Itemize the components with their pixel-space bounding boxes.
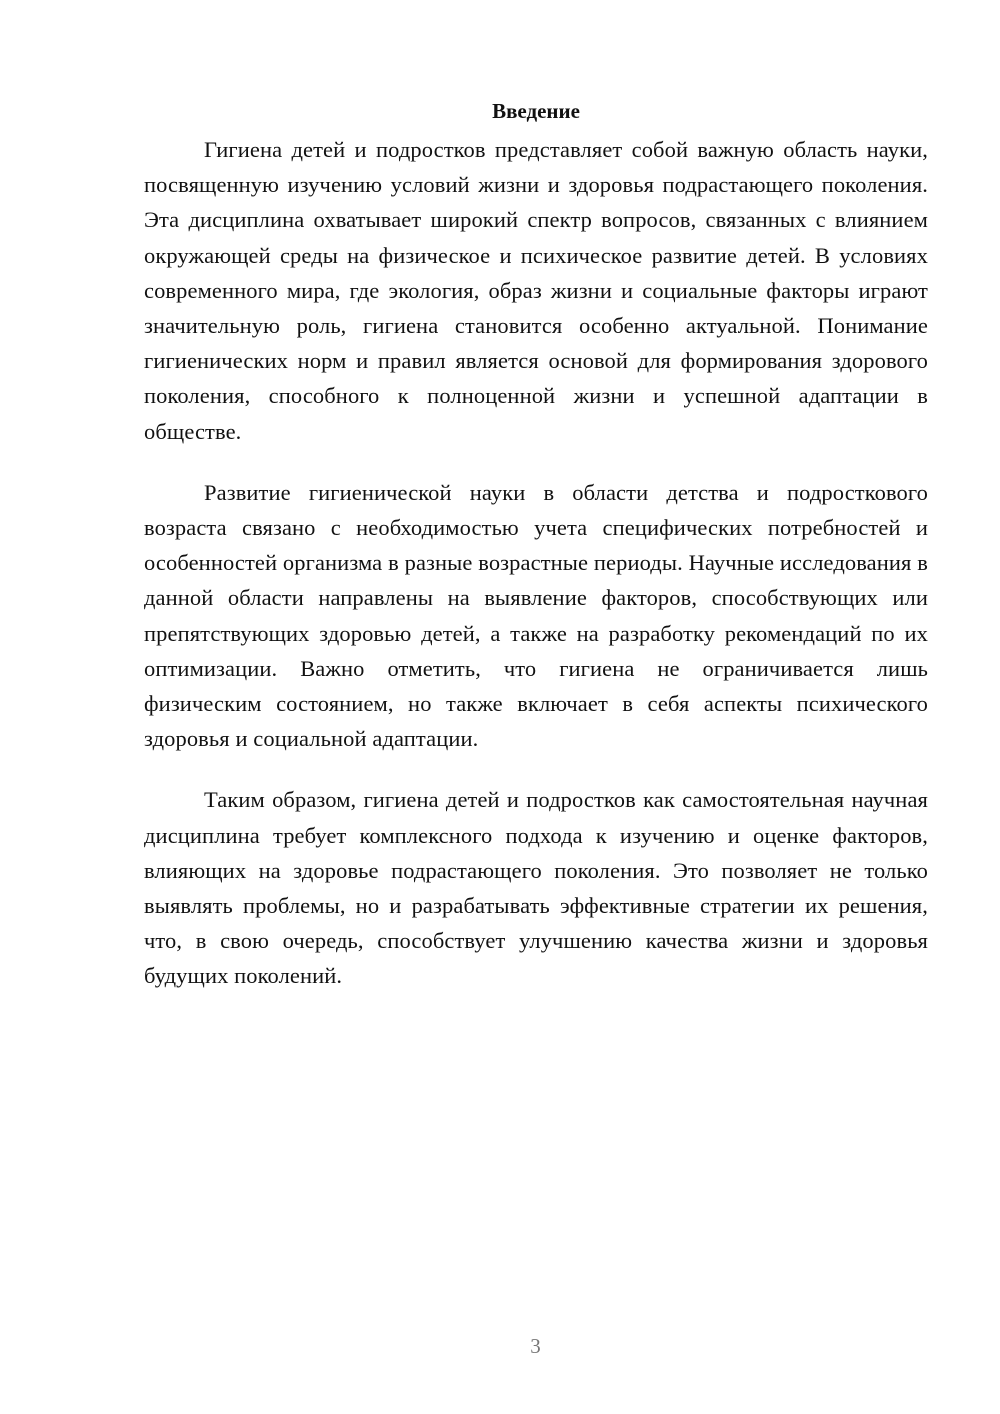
page-content — [144, 96, 928, 1020]
page-number: 3 — [530, 1334, 541, 1358]
paragraph-1: Гигиена детей и подростков представляет собой важную область науки, посвященную изучению условий жизни и здоровья подрастающего поколения. Эта дисциплина охватывает широкий спектр вопросов, связанных с влиянием окружающей среды на физическое и психическое развитие детей. В условиях современного мира, где экология, образ жизни и социальные факторы играют значительную роль, гигиена становится особенно актуальной. Понимание гигиенических норм и правил является основой для формирования здорового поколения, способного к полноценной жизни и успешной адаптации в обществе. — [144, 137, 928, 444]
section-title: Введение — [492, 99, 580, 123]
paragraph-2: Развитие гигиенической науки в области детства и подросткового возраста связано с необходимостью учета специфических потребностей и особенностей организма в разные возрастные периоды. Научные исследования в данной области направлены на выявление факторов, способствующих или препятствующих здоровью детей, а также на разработку рекомендаций по их оптимизации. Важно отметить, что гигиена не ограничивается лишь физическим состоянием, но также включает в себя аспекты психического здоровья и социальной адаптации. — [144, 479, 928, 752]
paragraph-3: Таким образом, гигиена детей и подростков как самостоятельная научная дисциплина требует комплексного подхода к изучению и оценке факторов, влияющих на здоровье подрастающего поколения. Это позволяет не только выявлять проблемы, но и разрабатывать эффективные стратегии их решения, что, в свою очередь, способствует улучшению качества жизни и здоровья будущих поколений. — [144, 787, 928, 989]
